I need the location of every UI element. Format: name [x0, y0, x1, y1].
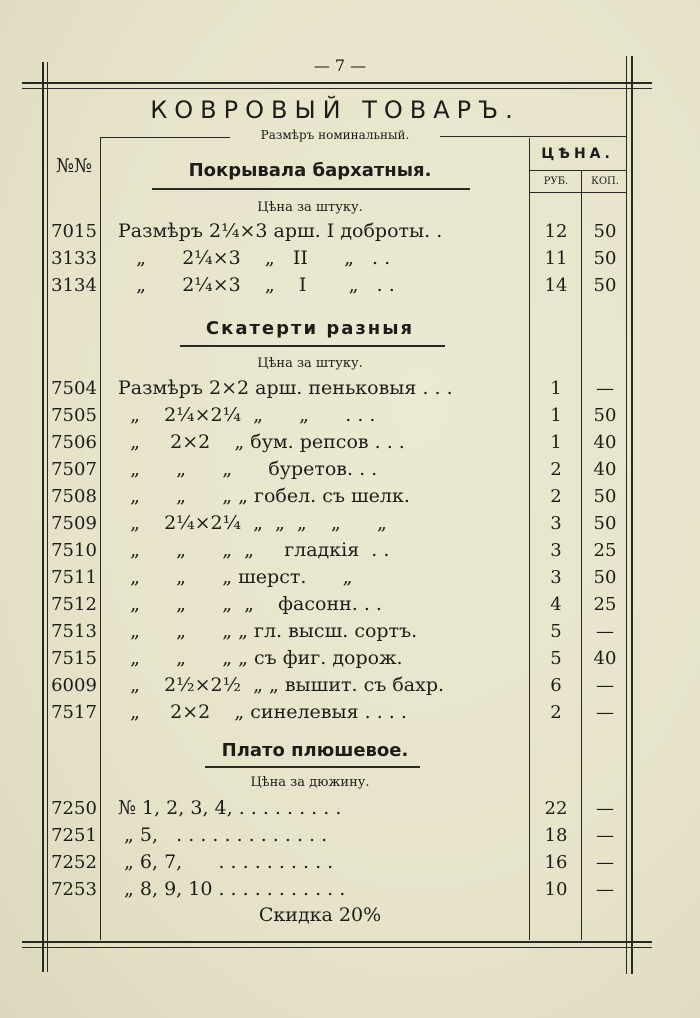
- section-title-bedspreads: Покрывала бархатныя.: [188, 160, 432, 181]
- section-rule-plush: [205, 766, 420, 768]
- row-price-kop: —: [596, 879, 614, 900]
- row-code: 7252: [51, 852, 97, 873]
- row-price-rub: 18: [544, 825, 568, 846]
- section-title-plush: Плато плюшевое.: [221, 740, 409, 761]
- section-rule-tablecloths: [180, 345, 445, 347]
- row-code: 7517: [51, 702, 97, 723]
- row-price-rub: 6: [550, 675, 562, 696]
- row-price-rub: 1: [550, 405, 562, 426]
- row-price-kop: 50: [593, 248, 617, 269]
- row-code: 7253: [51, 879, 97, 900]
- row-price-rub: 1: [550, 378, 562, 399]
- row-price-kop: 25: [593, 594, 617, 615]
- row-price-rub: 16: [544, 852, 568, 873]
- row-code: 7509: [51, 513, 97, 534]
- row-price-rub: 10: [544, 879, 568, 900]
- row-price-kop: 40: [593, 432, 617, 453]
- page-title: КОВРОВЫЙ ТОВАРЪ.: [150, 96, 520, 124]
- row-code: 7515: [51, 648, 97, 669]
- row-code: 7508: [51, 486, 97, 507]
- section-note-tablecloths: Цѣна за штуку.: [257, 356, 363, 371]
- top-rule: [22, 82, 652, 84]
- rub-kop-divider: [581, 170, 582, 940]
- row-description: „ 2¼×3 „ II „ . .: [118, 247, 391, 269]
- row-price-kop: —: [596, 852, 614, 873]
- bottom-rule-thin: [22, 947, 652, 948]
- code-column-line: [100, 138, 101, 940]
- row-price-rub: 2: [550, 702, 562, 723]
- row-description: „ „ „ „ гладкія . .: [118, 539, 390, 561]
- row-price-kop: —: [596, 825, 614, 846]
- row-price-rub: 2: [550, 459, 562, 480]
- row-price-kop: 50: [593, 486, 617, 507]
- row-price-kop: 50: [593, 567, 617, 588]
- row-description: „ 2¼×2¼ „ „ „ „ „: [118, 512, 387, 534]
- row-price-kop: —: [596, 798, 614, 819]
- row-code: 3134: [51, 275, 97, 296]
- row-price-rub: 3: [550, 540, 562, 561]
- row-description: „ 2¼×2¼ „ „ . . .: [118, 404, 376, 426]
- row-description: „ 8, 9, 10 . . . . . . . . . . .: [118, 878, 346, 900]
- row-description: „ 6, 7, . . . . . . . . . .: [118, 851, 334, 873]
- row-price-kop: 40: [593, 648, 617, 669]
- row-description: „ „ „ шерст. „: [118, 566, 353, 588]
- row-price-rub: 4: [550, 594, 562, 615]
- row-code: 7504: [51, 378, 97, 399]
- row-description: „ 2×2 „ синелевыя . . . .: [118, 701, 407, 723]
- rub-column-line-left: [529, 138, 530, 940]
- row-description: „ 2¼×3 „ I „ . .: [118, 274, 395, 296]
- row-price-rub: 3: [550, 567, 562, 588]
- row-price-kop: 50: [593, 513, 617, 534]
- page-number: — 7 —: [313, 56, 367, 75]
- row-description: „ 2½×2½ „ „ вышит. съ бахр.: [118, 674, 445, 696]
- header-rule-left: [100, 137, 230, 138]
- row-code: 7250: [51, 798, 97, 819]
- row-price-rub: 3: [550, 513, 562, 534]
- section-note-bedspreads: Цѣна за штуку.: [257, 200, 363, 215]
- row-price-rub: 12: [544, 221, 568, 242]
- row-price-rub: 2: [550, 486, 562, 507]
- section-rule-bedspreads: [152, 188, 470, 190]
- top-rule-thin: [22, 88, 652, 89]
- row-description: „ 5, . . . . . . . . . . . . .: [118, 824, 328, 846]
- row-price-rub: 14: [544, 275, 568, 296]
- row-description: „ 2×2 „ бум. репсов . . .: [118, 431, 405, 453]
- row-price-kop: —: [596, 675, 614, 696]
- left-border: [42, 62, 44, 972]
- bottom-rule: [22, 941, 652, 943]
- row-description: Размѣръ 2×2 арш. пеньковыя . . .: [118, 377, 453, 399]
- row-description: „ „ „ буретов. . .: [118, 458, 378, 480]
- discount-note: Скидка 20%: [258, 904, 382, 926]
- row-code: 7511: [51, 567, 97, 588]
- row-price-kop: 50: [593, 405, 617, 426]
- size-note: Размѣръ номинальный.: [260, 128, 410, 142]
- row-code: 7251: [51, 825, 97, 846]
- row-price-rub: 11: [544, 248, 568, 269]
- number-column-header: №№: [56, 155, 92, 177]
- row-code: 7510: [51, 540, 97, 561]
- row-description: „ „ „ „ съ фиг. дорож.: [118, 647, 403, 669]
- row-price-kop: 50: [593, 275, 617, 296]
- row-price-rub: 1: [550, 432, 562, 453]
- price-header-rule: [530, 170, 626, 171]
- row-code: 3133: [51, 248, 97, 269]
- row-description: „ „ „ „ гобел. съ шелк.: [118, 485, 410, 507]
- row-code: 7505: [51, 405, 97, 426]
- row-description: „ „ „ „ гл. высш. сортъ.: [118, 620, 418, 642]
- price-column-header: ЦѢНА.: [541, 146, 614, 162]
- kop-column-header: КОП.: [591, 176, 619, 187]
- row-price-kop: —: [596, 378, 614, 399]
- row-price-kop: —: [596, 702, 614, 723]
- row-code: 6009: [51, 675, 97, 696]
- right-border-outer: [631, 56, 633, 974]
- row-description: № 1, 2, 3, 4, . . . . . . . . .: [118, 797, 342, 819]
- row-code: 7507: [51, 459, 97, 480]
- price-subheader-rule: [530, 192, 626, 193]
- row-code: 7512: [51, 594, 97, 615]
- row-price-kop: —: [596, 621, 614, 642]
- row-description: „ „ „ „ фасонн. . .: [118, 593, 382, 615]
- row-price-kop: 25: [593, 540, 617, 561]
- section-title-tablecloths: Скатерти разныя: [205, 318, 415, 339]
- row-price-kop: 50: [593, 221, 617, 242]
- header-rule-right: [440, 136, 626, 137]
- row-code: 7513: [51, 621, 97, 642]
- row-price-rub: 22: [544, 798, 568, 819]
- row-price-kop: 40: [593, 459, 617, 480]
- row-price-rub: 5: [550, 648, 562, 669]
- row-code: 7015: [51, 221, 97, 242]
- row-price-rub: 5: [550, 621, 562, 642]
- row-description: Размѣръ 2¼×3 арш. I доброты. .: [118, 220, 443, 242]
- rub-column-header: РУБ.: [543, 176, 569, 187]
- row-code: 7506: [51, 432, 97, 453]
- section-note-plush: Цѣна за дюжину.: [250, 775, 370, 790]
